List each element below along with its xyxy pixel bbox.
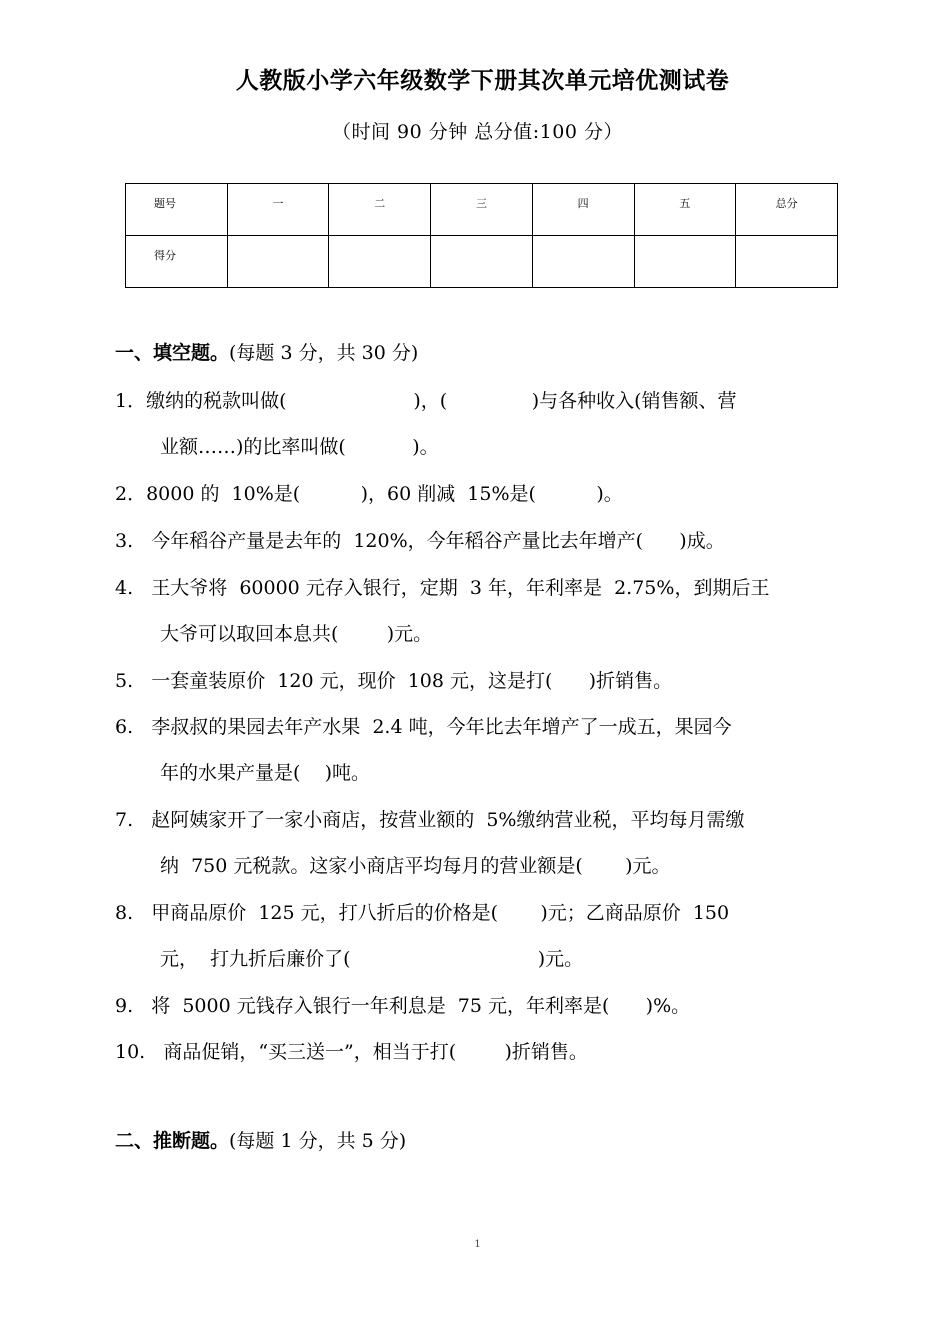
question-line: 9. 将 5000 元钱存入银行一年利息是 75 元，年利率是( )%。 bbox=[115, 995, 691, 1017]
score-header-cell: 五 bbox=[634, 184, 736, 236]
score-cell bbox=[227, 236, 329, 288]
exam-info: （时间 90 分钟 总分值:100 分） bbox=[331, 121, 623, 143]
score-header-cell: 题号 bbox=[126, 184, 228, 236]
score-cell bbox=[329, 236, 431, 288]
section-1-heading bbox=[115, 338, 418, 365]
page-number: 1 bbox=[474, 1239, 481, 1250]
score-cell bbox=[431, 236, 533, 288]
question-line: 3. 今年稻谷产量是去年的 120%，今年稻谷产量比去年增产( )成。 bbox=[115, 530, 725, 552]
question-line: 年的水果产量是( )吨。 bbox=[160, 762, 370, 784]
question-line: 1．缴纳的税款叫做( )，( )与各种收入(销售额、营 bbox=[115, 390, 737, 412]
question-line: 10. 商品促销，“买三送一”，相当于打( )折销售。 bbox=[115, 1041, 588, 1063]
question-line: 7. 赵阿姨家开了一家小商店，按营业额的 5%缴纳营业税，平均每月需缴 bbox=[115, 809, 745, 831]
score-header-cell: 一 bbox=[227, 184, 329, 236]
section-1-title: 一、填空题。 bbox=[115, 342, 230, 364]
question-line: 元， 打九折后廉价了( )元。 bbox=[160, 948, 584, 970]
score-header-cell: 三 bbox=[431, 184, 533, 236]
section-2-note: (每题 1 分，共 5 分) bbox=[229, 1130, 407, 1152]
score-cell bbox=[532, 236, 634, 288]
score-header-cell: 四 bbox=[532, 184, 634, 236]
score-cell bbox=[736, 236, 838, 288]
score-table-header-row bbox=[126, 184, 838, 236]
question-line: 业额……)的比率叫做( )。 bbox=[160, 436, 439, 458]
section-2-title: 二、推断题。 bbox=[115, 1130, 230, 1152]
section-2-heading bbox=[115, 1126, 406, 1153]
score-table-score-row bbox=[126, 236, 838, 288]
question-line: 4. 王大爷将 60000 元存入银行，定期 3 年，年利率是 2.75%，到期后王 bbox=[115, 577, 770, 599]
score-header-cell: 二 bbox=[329, 184, 431, 236]
score-header-cell: 总分 bbox=[736, 184, 838, 236]
section-1-note: (每题 3 分，共 30 分) bbox=[229, 342, 419, 364]
question-line: 2．8000 的 10%是( )，60 削减 15%是( )。 bbox=[115, 483, 623, 505]
question-line: 8. 甲商品原价 125 元，打八折后的价格是( )元；乙商品原价 150 bbox=[115, 902, 730, 924]
question-line: 5. 一套童装原价 120 元，现价 108 元，这是打( )折销售。 bbox=[115, 670, 673, 692]
score-row-label: 得分 bbox=[126, 236, 228, 288]
question-line: 6. 李叔叔的果园去年产水果 2.4 吨，今年比去年增产了一成五，果园今 bbox=[115, 716, 732, 738]
question-line: 大爷可以取回本息共( )元。 bbox=[160, 623, 433, 645]
question-line: 纳 750 元税款。这家小商店平均每月的营业额是( )元。 bbox=[160, 855, 671, 877]
page-title: 人教版小学六年级数学下册其次单元培优测试卷 bbox=[235, 68, 730, 94]
score-table bbox=[125, 183, 838, 288]
score-cell bbox=[634, 236, 736, 288]
